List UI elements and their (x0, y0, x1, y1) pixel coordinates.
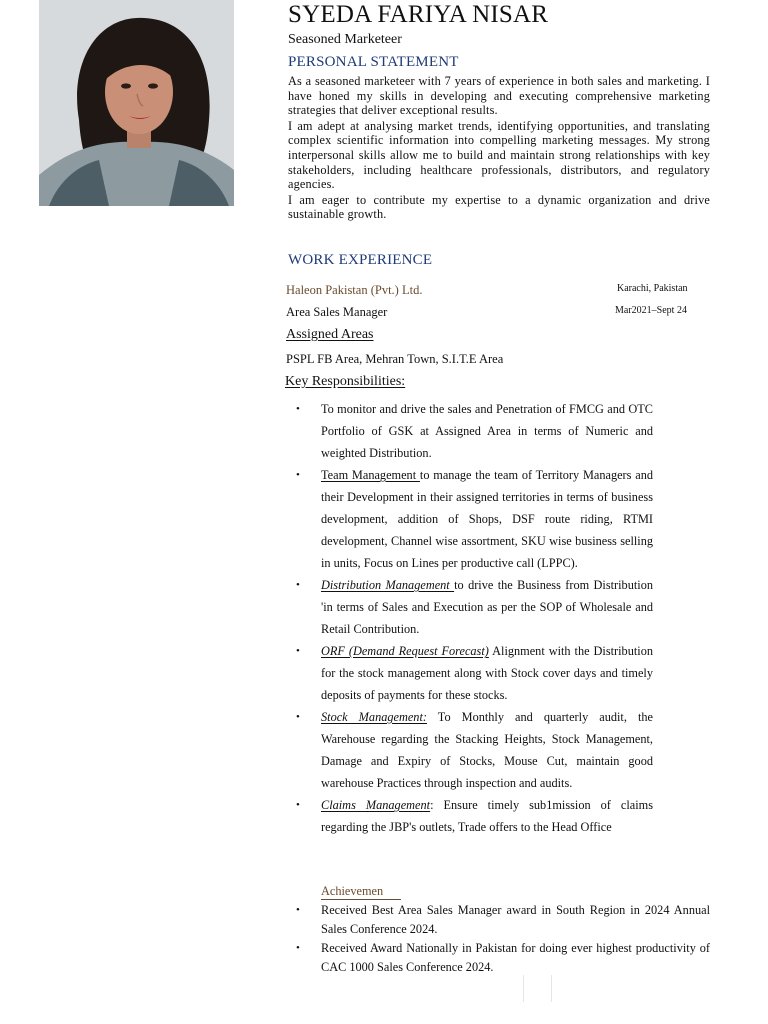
responsibility-text: To Monthly and quarterly audit, the Warehouse regarding the Stacking Heights, Stock Management, Damage and Expiry of Stocks, Mouse Cut, maintain good warehouse Practices through inspection and audits. (321, 710, 653, 790)
assigned-areas-text: PSPL FB Area, Mehran Town, S.I.T.E Area (286, 352, 504, 366)
list-item (288, 398, 653, 464)
candidate-name: SYEDA FARIYA NISAR (288, 1, 549, 28)
responsibility-lead: Distribution Management (321, 578, 455, 592)
responsibility-text: to drive the Business from Distribution 'in terms of Sales and Execution as per the SOP of Wholesale and Retail Contribution. (321, 578, 653, 636)
achievements-list (288, 901, 710, 977)
bullet-icon: • (296, 469, 300, 481)
list-item (288, 794, 653, 838)
job-role: Area Sales Manager (286, 305, 388, 319)
statement-paragraph: As a seasoned marketeer with 7 years of experience in both sales and marketing. I have honed my skills in developing and executing comprehensive marketing strategies that deliver exceptional results. (288, 74, 710, 118)
list-item (288, 640, 653, 706)
assigned-areas-heading: Assigned Areas (286, 327, 374, 342)
responsibility-lead: Team Management (321, 468, 420, 482)
candidate-tagline: Seasoned Marketeer (288, 32, 402, 47)
achievement-text: Received Best Area Sales Manager award in South Region in 2024 Annual Sales Conference 2024. (321, 903, 710, 936)
statement-paragraph: I am adept at analysing market trends, identifying opportunities, and translating complex scientific information into compelling marketing messages. My strong interpersonal skills allow me to build and maintain strong relationships with key stakeholders, including healthcare professionals, distributors, and regulatory agencies. (288, 118, 710, 192)
responsibility-lead: Stock Management: (321, 710, 427, 724)
responsibility-lead: ORF (Demand Request Forecast) (321, 644, 489, 658)
list-item (288, 464, 653, 574)
job-location: Karachi, Pakistan (617, 283, 688, 294)
responsibility-text: to manage the team of Territory Managers and their Development in their assigned territories in terms of business development, addition of Shops, DSF route riding, RTMI development, Channel wise assortment, SKU wise business selling in units, Focus on Lines per productive call (LPPC). (321, 468, 653, 570)
work-experience-title: WORK EXPERIENCE (288, 252, 433, 268)
achievement-text: Received Award Nationally in Pakistan for doing ever highest productivity of CAC 1000 Sales Conference 2024. (321, 941, 710, 974)
profile-photo (39, 0, 234, 206)
list-item (288, 574, 653, 640)
responsibilities-heading: Key Responsibilities: (285, 374, 406, 389)
bullet-icon: • (296, 711, 300, 723)
responsibility-lead: Claims Management (321, 798, 431, 812)
bullet-icon: • (296, 645, 300, 657)
statement-paragraph: I am eager to contribute my expertise to a dynamic organization and drive sustainable growth. (288, 192, 710, 222)
personal-statement-title: PERSONAL STATEMENT (288, 54, 459, 70)
list-item (288, 706, 653, 794)
responsibilities-list (288, 398, 653, 838)
portrait-image (39, 0, 234, 206)
responsibility-text: : Ensure timely sub1mission of claims regarding the JBP's outlets, Trade offers to the Head Office (321, 798, 653, 834)
personal-statement-body (288, 74, 710, 223)
company-name: Haleon Pakistan (Pvt.) Ltd. (286, 283, 423, 297)
responsibility-text: Alignment with the Distribution for the stock management along with Stock cover days and timely deposits of payments for these stocks. (321, 644, 653, 702)
bullet-icon: • (296, 403, 300, 415)
job-dates: Mar2021–Sept 24 (615, 305, 687, 316)
list-item (288, 901, 710, 939)
responsibility-text: To monitor and drive the sales and Penetration of FMCG and OTC Portfolio of GSK at Assigned Area in terms of Numeric and weighted Distribution. (321, 402, 653, 460)
bullet-icon: • (296, 799, 300, 811)
bullet-icon: • (296, 579, 300, 591)
bullet-icon: • (296, 942, 300, 954)
list-item (288, 939, 710, 977)
bullet-icon: • (296, 904, 300, 916)
achievements-heading: Achievemen (321, 884, 401, 900)
table-fragment-line (551, 975, 552, 1002)
table-fragment-line (523, 975, 524, 1002)
